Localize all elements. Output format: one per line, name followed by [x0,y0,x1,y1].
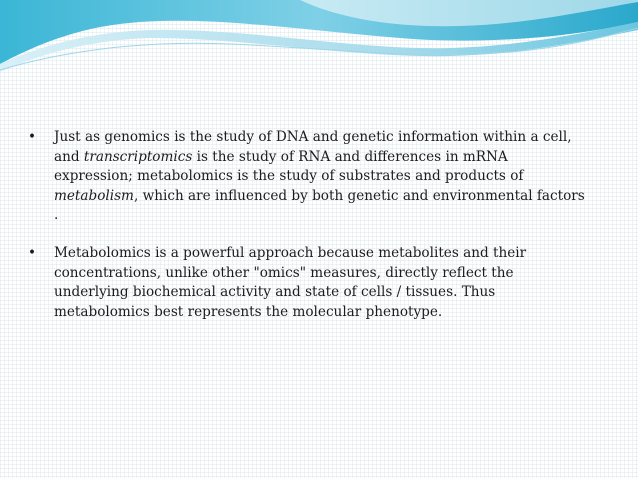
bullet-marker: • [28,129,37,145]
bullet-text-emphasis: transcriptomics [83,148,193,165]
bullet-text: , which are influenced by both genetic and environmental factors . [54,187,585,224]
bullet-list [28,128,588,322]
bullet-text: is the study of RNA and differences in mRNA expression; metabolomics is the study of substrates and products of [54,148,524,185]
bullet-text: Metabolomics is a powerful approach because metabolites and their concentrations, unlike other "omics" measures, directly reflect the underlying biochemical activity and state of cells / tissues. Thus metabolomics best represents the molecular phenotype. [54,244,527,320]
slide-content [28,128,588,340]
bullet-marker: • [28,244,37,261]
bullet-item [28,244,588,322]
bullet-text: Just as genomics is the study of DNA and genetic information within a cell, and [54,129,572,165]
header-wave-decoration [0,0,638,80]
bullet-item [28,128,588,226]
bullet-text-emphasis: metabolism [54,187,134,204]
